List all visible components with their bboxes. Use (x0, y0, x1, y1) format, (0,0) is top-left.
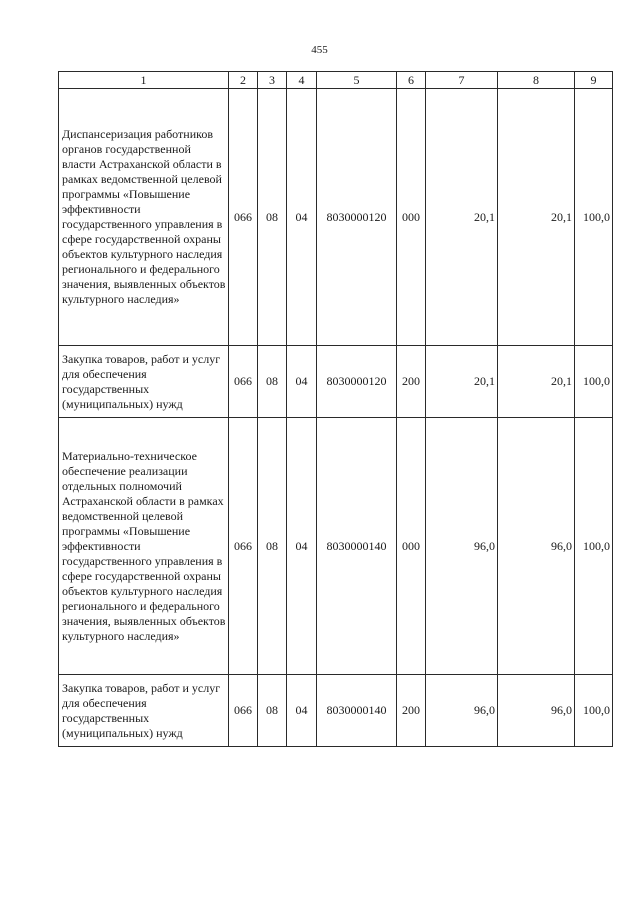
column-header-3: 3 (258, 72, 287, 89)
amount-col-7: 20,1 (426, 346, 498, 418)
amount-col-7: 20,1 (426, 89, 498, 346)
expense-type-code: 000 (397, 418, 426, 675)
row-name: Диспансеризация работников органов государственной власти Астраханской области в рамках ведомственной целевой программы «Повышение эффективности государственного управления в сфере государственной охраны объектов культурного наследия регионального и федерального значения, выявленных объектов культурного наследия» (59, 89, 229, 346)
admin-code: 066 (229, 89, 258, 346)
budget-table (58, 71, 613, 747)
table-row (59, 675, 613, 747)
column-header-1: 1 (59, 72, 229, 89)
target-article-code: 8030000120 (317, 89, 397, 346)
subsection-code: 04 (287, 418, 317, 675)
page-number: 455 (311, 44, 328, 56)
percent-col-9: 100,0 (575, 675, 613, 747)
column-header-7: 7 (426, 72, 498, 89)
table-row (59, 346, 613, 418)
section-code: 08 (258, 675, 287, 747)
amount-col-8: 96,0 (498, 418, 575, 675)
row-name: Материально-техническое обеспечение реализации отдельных полномочий Астраханской области в рамках ведомственной целевой программы «Повышение эффективности государственного управления в сфере государственной охраны объектов культурного наследия регионального и федерального значения, выявленных объектов культурного наследия» (59, 418, 229, 675)
expense-type-code: 000 (397, 89, 426, 346)
subsection-code: 04 (287, 89, 317, 346)
amount-col-7: 96,0 (426, 675, 498, 747)
table-row (59, 418, 613, 675)
percent-col-9: 100,0 (575, 89, 613, 346)
row-name: Закупка товаров, работ и услуг для обеспечения государственных (муниципальных) нужд (59, 346, 229, 418)
column-header-5: 5 (317, 72, 397, 89)
column-header-4: 4 (287, 72, 317, 89)
percent-col-9: 100,0 (575, 418, 613, 675)
amount-col-8: 20,1 (498, 89, 575, 346)
subsection-code: 04 (287, 675, 317, 747)
target-article-code: 8030000120 (317, 346, 397, 418)
percent-col-9: 100,0 (575, 346, 613, 418)
subsection-code: 04 (287, 346, 317, 418)
column-header-6: 6 (397, 72, 426, 89)
target-article-code: 8030000140 (317, 675, 397, 747)
amount-col-8: 96,0 (498, 675, 575, 747)
table-row (59, 89, 613, 346)
column-header-8: 8 (498, 72, 575, 89)
admin-code: 066 (229, 346, 258, 418)
section-code: 08 (258, 346, 287, 418)
column-header-9: 9 (575, 72, 613, 89)
admin-code: 066 (229, 418, 258, 675)
expense-type-code: 200 (397, 346, 426, 418)
amount-col-8: 20,1 (498, 346, 575, 418)
admin-code: 066 (229, 675, 258, 747)
expense-type-code: 200 (397, 675, 426, 747)
section-code: 08 (258, 418, 287, 675)
column-header-2: 2 (229, 72, 258, 89)
section-code: 08 (258, 89, 287, 346)
row-name: Закупка товаров, работ и услуг для обеспечения государственных (муниципальных) нужд (59, 675, 229, 747)
table-header-row (59, 72, 613, 89)
amount-col-7: 96,0 (426, 418, 498, 675)
target-article-code: 8030000140 (317, 418, 397, 675)
